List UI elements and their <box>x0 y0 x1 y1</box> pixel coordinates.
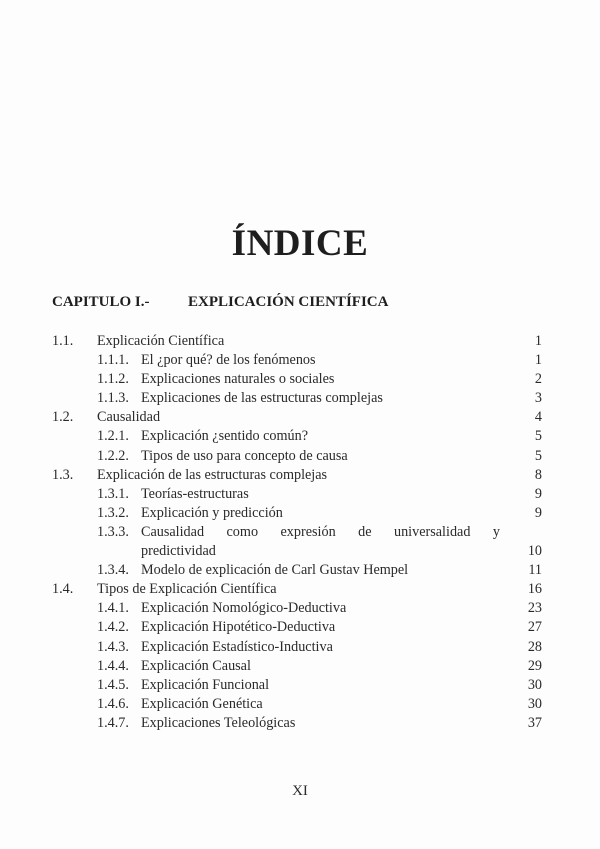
toc-number: 1.4.2. <box>97 619 129 636</box>
toc-entry <box>0 676 600 695</box>
toc-title: Modelo de explicación de Carl Gustav Hempel <box>141 562 409 579</box>
toc-page: 4 <box>534 409 542 426</box>
toc-page: 16 <box>527 581 542 598</box>
toc-page: 9 <box>534 485 542 502</box>
toc-title: El ¿por qué? de los fenómenos <box>141 352 316 369</box>
toc-entry <box>0 657 600 676</box>
toc-entry <box>0 485 600 504</box>
toc-page: 27 <box>527 619 542 636</box>
toc-number: 1.4.1. <box>97 600 129 617</box>
toc-number: 1.3.1. <box>97 485 129 502</box>
toc-number: 1.1. <box>52 333 74 349</box>
toc-number: 1.1.1. <box>97 352 129 369</box>
toc-entry <box>0 389 600 408</box>
toc-entry <box>0 695 600 714</box>
chapter-number: CAPITULO I.- <box>52 294 150 310</box>
toc-page: 11 <box>528 562 542 579</box>
toc-page: 23 <box>527 600 542 617</box>
toc-entry <box>0 580 600 599</box>
toc-number: 1.3.4. <box>97 562 129 579</box>
toc-title: Explicaciones naturales o sociales <box>141 371 335 388</box>
toc-title: Causalidad como expresión de universalidad y <box>141 523 500 540</box>
toc-page: 10 <box>527 543 542 560</box>
toc-title: Explicación Estadístico-Inductiva <box>141 638 333 655</box>
toc-entry <box>0 714 600 733</box>
toc-title: Explicación y predicción <box>141 504 283 521</box>
toc-title-continuation: predictividad <box>141 543 216 560</box>
toc-page: 30 <box>527 676 542 693</box>
toc-page: 28 <box>527 638 542 655</box>
toc-number: 1.3. <box>52 466 74 483</box>
toc-page: 3 <box>534 390 542 407</box>
toc-title: Explicación Científica <box>97 333 225 349</box>
toc-page: 9 <box>534 504 542 521</box>
toc-entry <box>0 466 600 485</box>
toc-entry <box>0 370 600 389</box>
toc-title: Tipos de Explicación Científica <box>97 581 277 598</box>
toc-title: Explicaciones de las estructuras complejas <box>141 390 383 407</box>
toc-page: 1 <box>534 352 542 369</box>
toc-title: Explicación ¿sentido común? <box>141 428 309 445</box>
toc-number: 1.1.2. <box>97 371 129 388</box>
toc-title: Explicación Genética <box>141 695 263 712</box>
toc-entry <box>0 408 600 427</box>
toc-entry <box>0 638 600 657</box>
toc-number: 1.4.3. <box>97 638 129 655</box>
toc-title: Explicación Causal <box>141 657 251 674</box>
toc-number: 1.1.3. <box>97 390 129 407</box>
toc-number: 1.3.2. <box>97 504 129 521</box>
toc-title: Causalidad <box>97 409 161 426</box>
toc-entry <box>0 561 600 580</box>
toc-page: 8 <box>534 466 542 483</box>
toc-title: Explicación Hipotético-Deductiva <box>141 619 336 636</box>
toc-entry <box>0 351 600 370</box>
toc-page: 1 <box>534 333 542 349</box>
toc-title: Explicación Nomológico-Deductiva <box>141 600 347 617</box>
toc-entry-continuation <box>0 542 600 561</box>
toc-entry <box>0 523 600 542</box>
toc-entry <box>0 618 600 637</box>
toc-title: Explicación Funcional <box>141 676 270 693</box>
chapter-title: EXPLICACIÓN CIENTÍFICA <box>188 294 389 310</box>
table-of-contents <box>0 332 600 733</box>
toc-number: 1.2.1. <box>97 428 129 445</box>
toc-page: 5 <box>534 428 542 445</box>
page-title: ÍNDICE <box>231 223 369 264</box>
toc-number: 1.3.3. <box>97 523 129 540</box>
toc-number: 1.4.7. <box>97 714 129 731</box>
toc-page: 37 <box>527 714 542 731</box>
toc-entry <box>0 599 600 618</box>
toc-number: 1.4.5. <box>97 676 129 693</box>
toc-number: 1.2.2. <box>97 447 129 464</box>
toc-number: 1.4.6. <box>97 695 129 712</box>
toc-page: 5 <box>534 447 542 464</box>
toc-entry <box>0 504 600 523</box>
toc-title: Teorías-estructuras <box>141 485 249 502</box>
toc-entry <box>0 447 600 466</box>
toc-title: Explicación de las estructuras complejas <box>97 466 328 483</box>
toc-title: Explicaciones Teleológicas <box>141 714 296 731</box>
toc-entry <box>0 427 600 446</box>
toc-page: 30 <box>527 695 542 712</box>
chapter-heading <box>52 294 388 311</box>
toc-page: 29 <box>527 657 542 674</box>
toc-number: 1.4. <box>52 581 74 598</box>
page-number: XI <box>292 783 308 799</box>
toc-number: 1.4.4. <box>97 657 129 674</box>
toc-page: 2 <box>534 371 542 388</box>
toc-title: Tipos de uso para concepto de causa <box>141 447 348 464</box>
toc-number: 1.2. <box>52 409 74 426</box>
toc-entry <box>0 332 600 351</box>
